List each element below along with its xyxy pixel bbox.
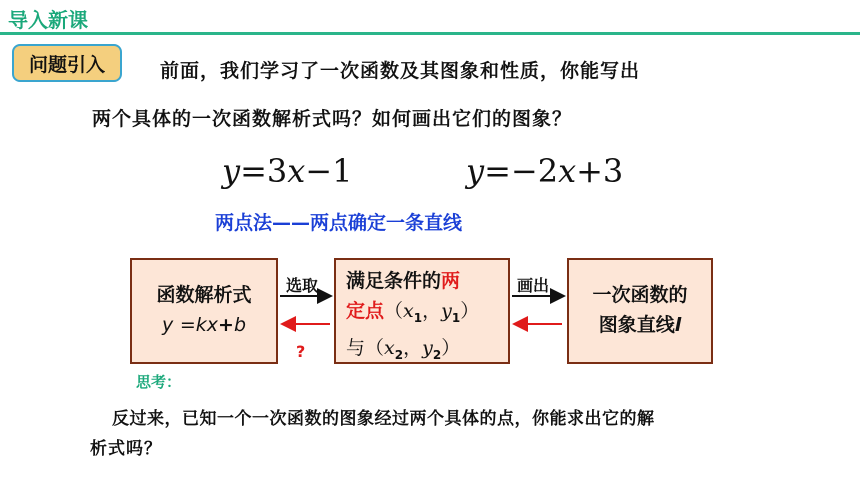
point1-x: x [403, 300, 414, 322]
reflect-line-1: 反过来，已知一个一次函数的图象经过两个具体的点，你能求出它的解 [112, 409, 655, 429]
eq2-var-x: x [558, 152, 577, 190]
box1-line1: 函数解析式 [156, 284, 252, 306]
box1-eq: = [179, 314, 196, 336]
point2-x-sub: 2 [394, 347, 404, 362]
point1-y: y [441, 300, 452, 322]
box2-close1: ） [460, 300, 480, 322]
box2-comma1: ， [422, 300, 442, 322]
box2-line3-pre: 与（ [346, 336, 385, 359]
box2-line1-text: 满足条件的 [346, 270, 442, 292]
two-point-method: 两点法——两点确定一条直线 [215, 212, 463, 234]
point2-x: x [384, 336, 395, 359]
section-title: 导入新课 [8, 8, 88, 32]
think-label: 思考： [136, 373, 182, 391]
eq1-var-x: x [287, 152, 306, 190]
point1-x-sub: 1 [413, 310, 423, 325]
box2-line1-red: 两 [441, 270, 461, 292]
arrow-label-draw: 画出 [517, 276, 550, 295]
eq2-tail: +3 [576, 152, 624, 190]
reflect-line-2: 析式吗？ [90, 439, 162, 459]
box1-plus: + [218, 314, 234, 336]
arrow-label-select: 选取 [286, 276, 319, 295]
point2-y-sub: 2 [432, 347, 442, 362]
point2-y: y [422, 336, 433, 359]
box2-comma2: ， [403, 336, 423, 359]
box3-line2-text: 图象直线 [598, 314, 675, 336]
box1-b: b [233, 314, 247, 336]
question-intro-badge: 问题引入 [12, 44, 122, 82]
box3-line-l: l [674, 314, 682, 336]
box2-open1: （ [384, 300, 404, 322]
eq2-var-y: y [466, 152, 485, 190]
box2-close2: ） [441, 336, 461, 359]
question-mark: ? [296, 342, 306, 361]
point1-y-sub: 1 [451, 310, 461, 325]
eq1-var-y: y [222, 152, 241, 190]
box3-line1: 一次函数的 [592, 284, 688, 306]
box1-kx: kx [195, 314, 219, 336]
eq2-rest: =−2 [484, 152, 559, 190]
eq1-rest: =3 [240, 152, 288, 190]
intro-line-2: 两个具体的一次函数解析式吗？如何画出它们的图象？ [92, 108, 573, 130]
box2-line2-red: 定点 [346, 300, 385, 322]
intro-line-1: 前面，我们学习了一次函数及其图象和性质，你能写出 [160, 60, 641, 82]
eq1-tail: −1 [305, 152, 353, 190]
box1-y: y [161, 314, 174, 336]
